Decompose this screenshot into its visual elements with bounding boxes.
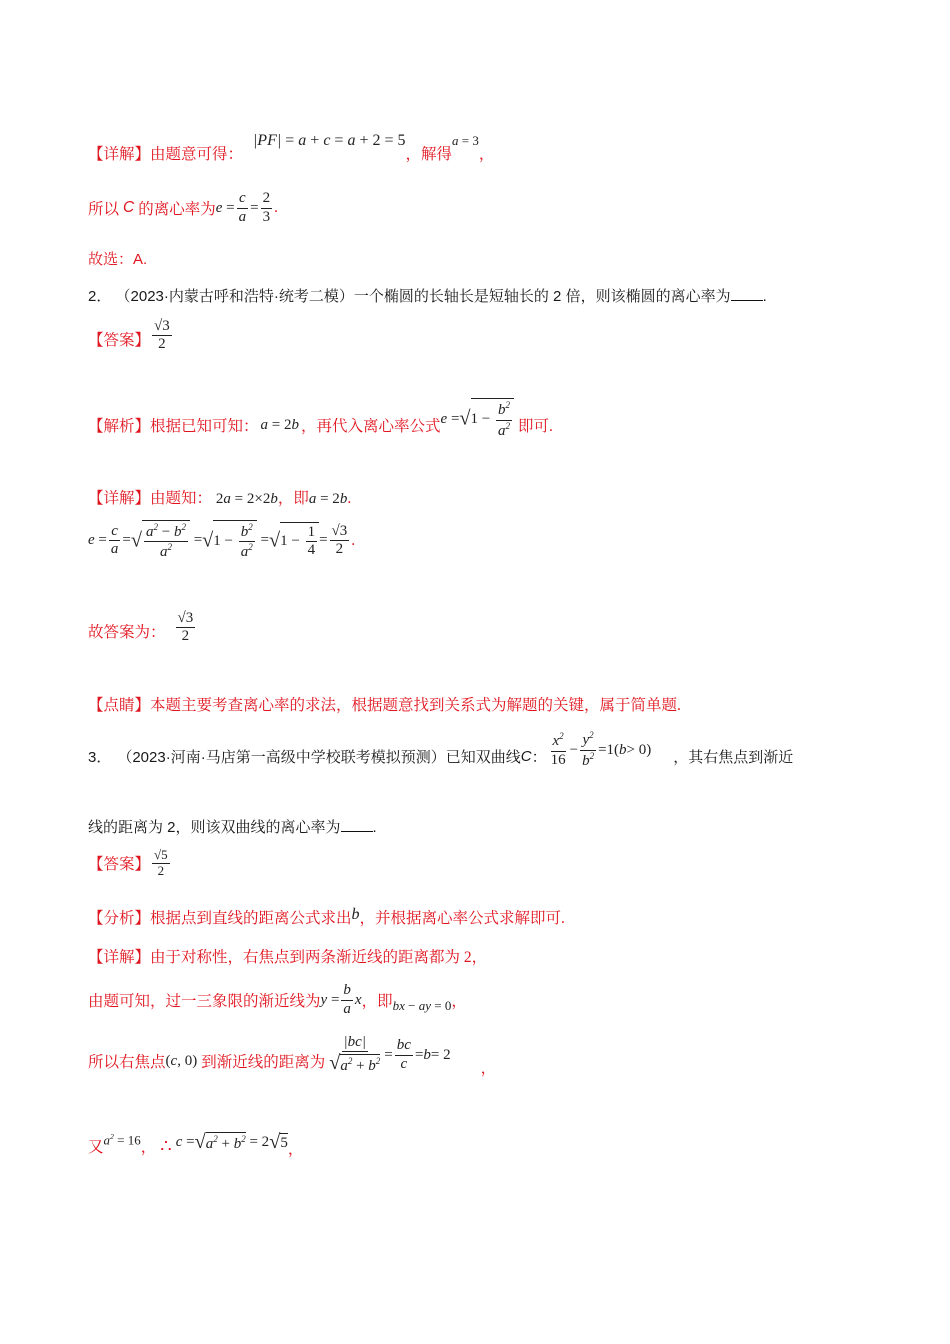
text: 由题知： xyxy=(150,490,213,507)
comment-text: 本题主要考查离心率的求法，根据题意找到关系式为解题的关键，属于简单题. xyxy=(150,697,681,714)
conclusion-value: $\frac{√3}{2}$ xyxy=(177,610,194,645)
text: ，即 xyxy=(277,490,309,507)
q2-stem xyxy=(88,285,767,306)
q2-answer-line xyxy=(88,318,174,354)
math-line-equation: bx − ay = 0 xyxy=(392,998,452,1013)
q1-eccentricity-line xyxy=(88,186,278,230)
text: 线的距离为 2，则该双曲线的离心率为 xyxy=(88,819,341,836)
text: ，并根据离心率公式求解即可. xyxy=(359,910,565,927)
text: 根据点到直线的距离公式求出 xyxy=(150,910,352,927)
text: 由于对称性，右焦点到两条渐近线的距离都为 2， xyxy=(150,949,488,966)
answer-label: 【答案】 xyxy=(88,331,151,349)
math-2a-eq: 2a = 2×2b xyxy=(215,491,278,507)
text: 又 xyxy=(88,1139,104,1156)
punct: ， xyxy=(480,1060,497,1077)
answer-blank xyxy=(731,288,763,301)
text: 根据已知可知： xyxy=(150,418,259,435)
punct: ， xyxy=(140,1139,157,1156)
text: 的离心率为 xyxy=(138,201,216,218)
math-pf-equation: |PF| = a + c = a + 2 = 5 xyxy=(252,132,406,149)
math-c-value: c = $√a^2 + b^2$ = 2 √5 xyxy=(175,1130,288,1153)
q3-analysis-line xyxy=(88,906,565,928)
math-a-squared-16: $a^2 = 16$ xyxy=(103,1131,141,1148)
punct: ， xyxy=(451,993,467,1010)
answer-blank xyxy=(341,819,373,832)
math-derivation: e = $\frac{c}{a}$ = √ $\frac{a^2 - b^2}{a^2}$ = √1 − $\frac{b^2}{a^2}$ = √1 − $\frac{1}{4}$ = $\frac{√3}{2}$ xyxy=(88,522,348,561)
text: 到渐近线的距离为 xyxy=(201,1054,326,1071)
math-eccentricity: e = $\frac{c}{a}$ = $\frac{2}{3}$ xyxy=(215,190,271,225)
analysis-label: 【解析】 xyxy=(88,418,151,435)
math-hyperbola-equation: $\frac{x^2}{16}$ − $\frac{y^2}{b^2}$ =1( b > 0) xyxy=(550,730,652,769)
var-c: C xyxy=(520,747,532,765)
question-number: 3． xyxy=(88,748,112,766)
math-asymptote: y = $\frac{b}{a}$ x xyxy=(320,982,362,1017)
text: 由题可知，过一三象限的渐近线为 xyxy=(88,993,321,1010)
answer-label: 【答案】 xyxy=(88,856,151,874)
q1-choice: 故选：A. xyxy=(88,251,148,268)
question-number: 2． xyxy=(88,288,112,305)
detail-text: 由题意可得： xyxy=(150,146,244,163)
punct: ， xyxy=(478,146,495,163)
punct: . xyxy=(351,531,356,549)
detail-label: 【详解】 xyxy=(88,146,151,163)
q3-distance-line: 所以右焦点 (c, 0) 到渐近线的距离为 $\frac{|bc|}{√a^2 + b^2}$ = $\frac{bc}{c}$ = b = 2 ， xyxy=(88,1034,497,1077)
q3-detail-line xyxy=(88,945,487,967)
text: ，再代入离心率公式 xyxy=(301,418,441,435)
punct: . xyxy=(347,490,352,507)
q3-asymptote-line xyxy=(88,978,467,1022)
q2-comment xyxy=(88,693,681,715)
text: 已知双曲线 xyxy=(445,748,521,766)
therefore-symbol: ∴ xyxy=(160,1135,172,1156)
answer-value-sqrt5-over-2: $\frac{√5}{2}$ xyxy=(154,847,168,878)
analysis-label: 【分析】 xyxy=(88,910,151,927)
q3-answer-line xyxy=(88,848,172,879)
math-ecc-formula: e = √1 − $\frac{b^2}{a^2}$ xyxy=(441,398,514,440)
question-text: 一个椭圆的长轴长是短轴长的 2 倍，则该椭圆的离心率为 xyxy=(353,288,731,305)
punct: ， xyxy=(287,1141,304,1158)
detail-label: 【详解】 xyxy=(88,949,151,966)
math-distance: $\frac{|bc|}{√a^2 + b^2}$ = $\frac{bc}{c}$ = b = 2 xyxy=(329,1034,451,1075)
punct: . xyxy=(762,288,767,305)
text: ，其右焦点到渐近 xyxy=(673,748,794,766)
var-b: b xyxy=(351,906,360,923)
math-a-equals-2b: a = 2b xyxy=(260,416,299,433)
q3-stem-line1 xyxy=(88,726,793,786)
q2-analysis-line xyxy=(88,400,553,450)
text: 故答案为： xyxy=(88,623,166,641)
text: 所以右焦点 xyxy=(88,1054,166,1071)
var-c: C xyxy=(123,199,135,216)
q3-stem-line2 xyxy=(88,816,377,837)
question-source: （2023·河南·马店第一高级中学校联考模拟预测） xyxy=(117,748,446,766)
punct: . xyxy=(274,199,278,216)
punct: . xyxy=(372,819,377,836)
comment-label: 【点睛】 xyxy=(88,697,151,714)
q2-derivation xyxy=(88,520,355,562)
q1-detail-line xyxy=(88,128,494,164)
answer-value-sqrt3-over-2: $\frac{√3}{2}$ xyxy=(154,318,170,353)
text: 即可. xyxy=(518,418,553,435)
punct: ： xyxy=(531,748,547,766)
text: ，即 xyxy=(361,993,393,1010)
q2-detail-line xyxy=(88,486,351,508)
solve-text: ，解得 xyxy=(405,146,453,163)
text: 所以 xyxy=(88,201,120,218)
detail-label: 【详解】 xyxy=(88,490,151,507)
question-source: （2023·内蒙古呼和浩特·统考二模） xyxy=(115,288,354,305)
q2-conclusion xyxy=(88,610,197,646)
math-a-eq-2b: a = 2b xyxy=(308,491,348,507)
q3-final-line xyxy=(88,1124,303,1160)
math-a-equals-3: a = 3 xyxy=(452,133,479,148)
